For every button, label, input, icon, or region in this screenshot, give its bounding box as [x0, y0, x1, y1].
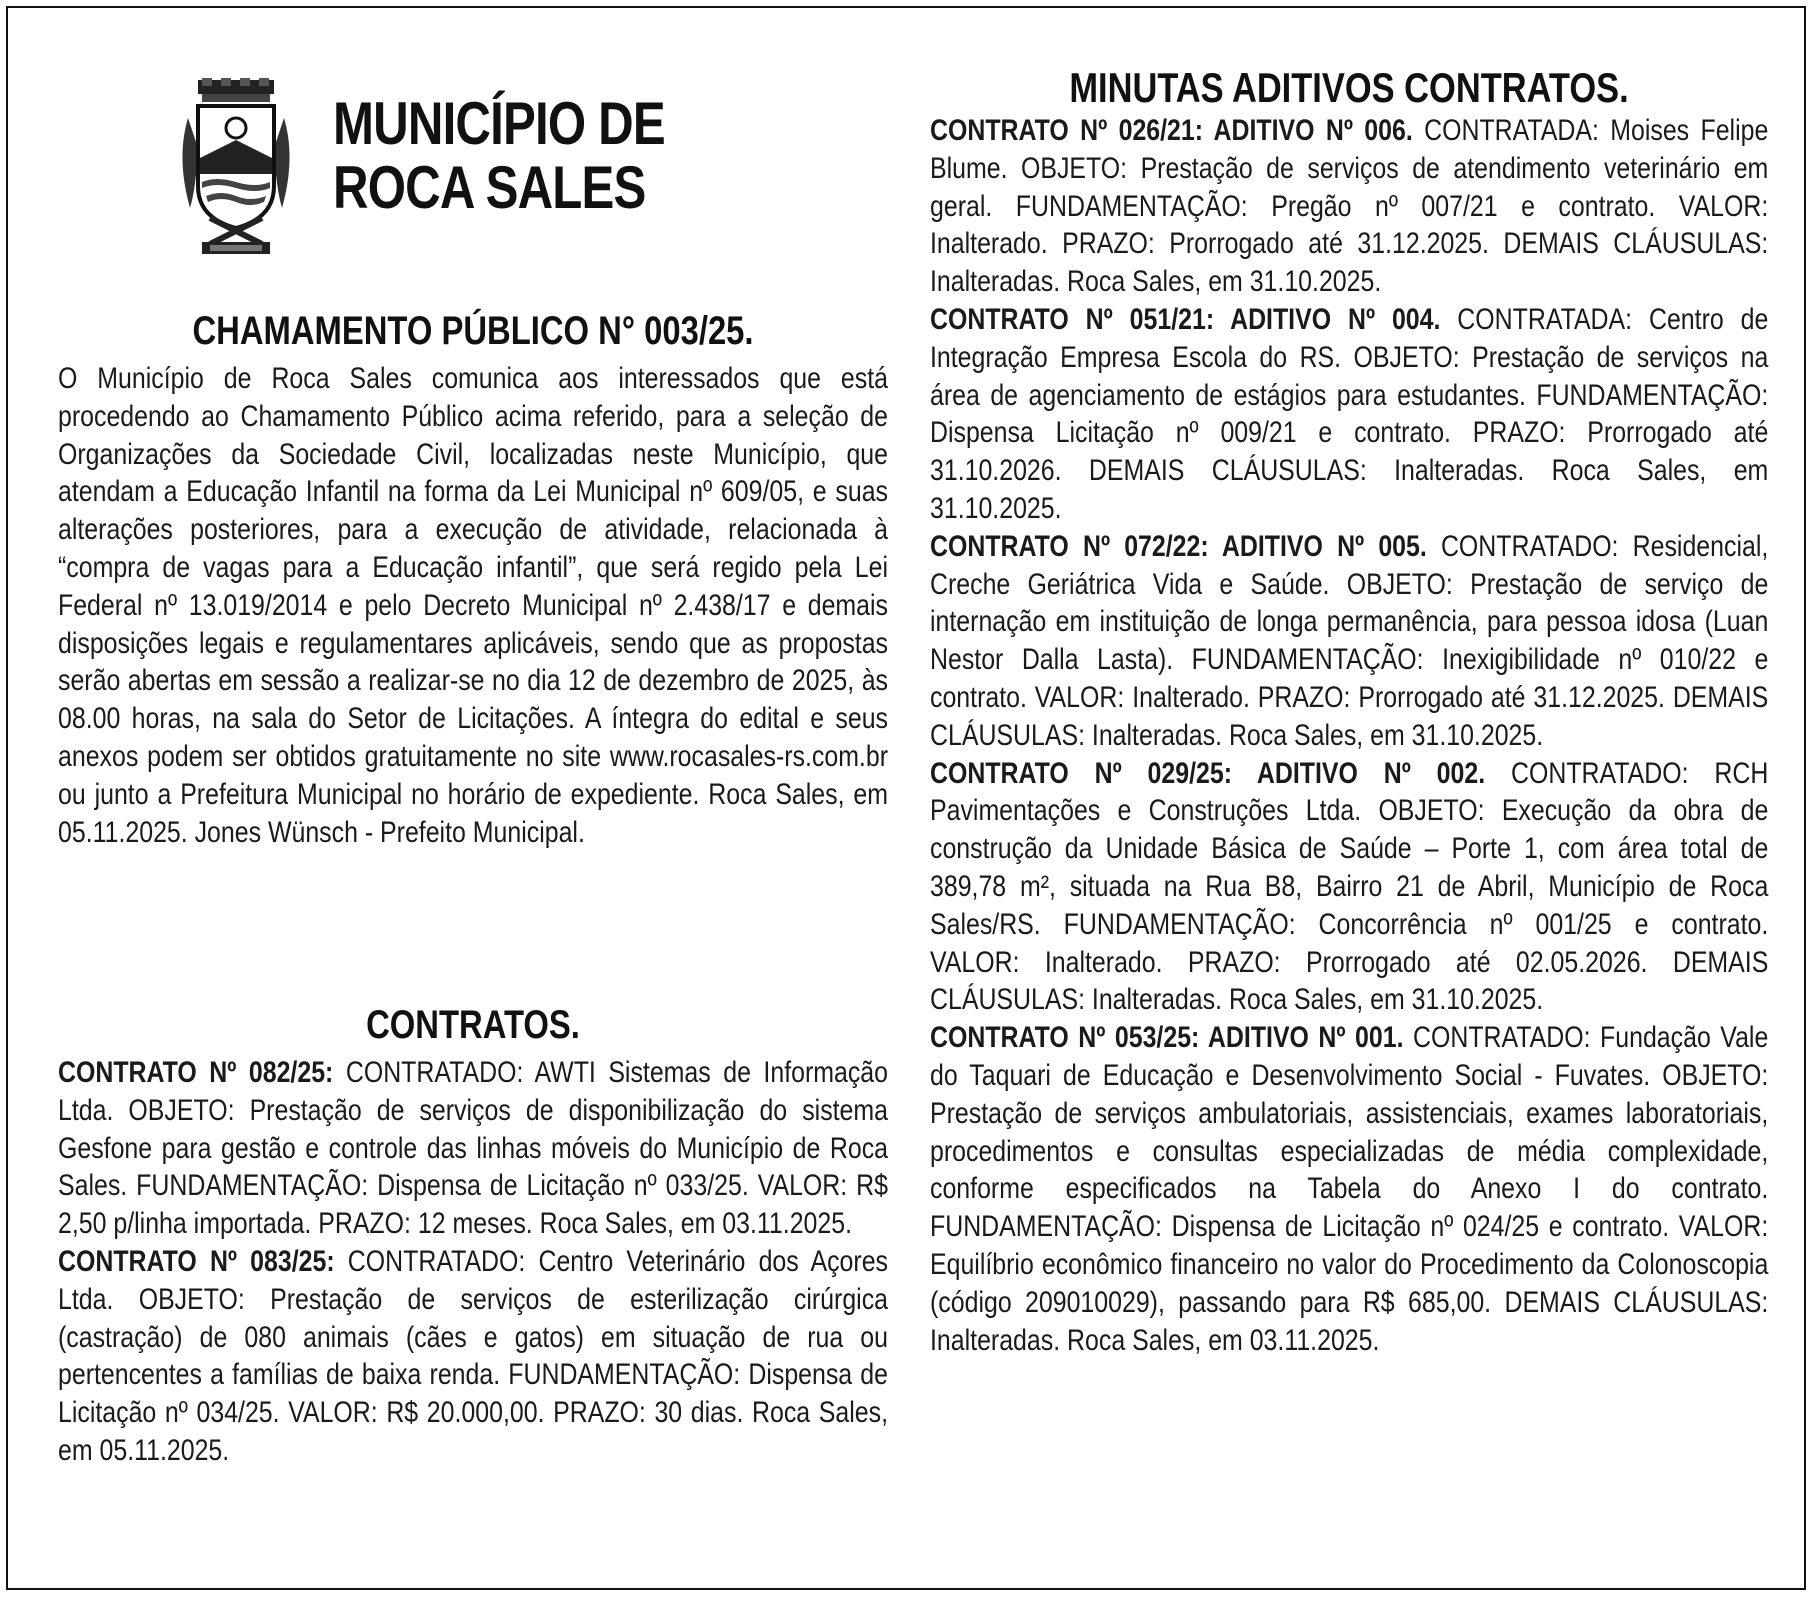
minutas-list: [930, 112, 1768, 1359]
contratos-list: [58, 1054, 888, 1470]
addendum-text: CONTRATADO: RCH Pavimentações e Construções Ltda. OBJETO: Execução da obra de construção da Unidade Básica de Saúde – Porte 1, com área total de 389,78 m², situada na Rua B8, Bairro 21 de Abril, Município de Roca Sales/RS. FUNDAMENTAÇÃO: Concorrência nº 001/25 e contrato. VALOR: Inalterado. PRAZO: Prorrogado até 02.05.2026. DEMAIS CLÁUSULAS: Inalteradas. Roca Sales, em 31.10.2025.: [930, 756, 1769, 1017]
chamamento-body: [58, 360, 1058, 851]
addendum-item: [930, 528, 1768, 755]
addendum-lead: CONTRATO Nº 051/21: ADITIVO Nº 004.: [930, 302, 1441, 336]
addendum-lead: CONTRATO Nº 026/21: ADITIVO Nº 006.: [930, 114, 1413, 147]
addendum-item: [930, 1019, 1768, 1359]
addendum-lead: CONTRATO Nº 053/25: ADITIVO Nº 001.: [930, 1021, 1404, 1055]
contract-item: [58, 1054, 888, 1243]
contratos-title: CONTRATOS.: [366, 1003, 580, 1047]
municipality-title-line1: MUNICÍPIO DE: [333, 90, 665, 157]
contract-text: CONTRATADO: Centro Veterinário dos Açores Ltda. OBJETO: Prestação de serviços de esterilização cirúrgica (castração) de 080 animais (cães e gatos) em situação de rua ou pertencentes a famílias de baixa renda. FUNDAMENTAÇÃO: Dispensa de Licitação nº 034/25. VALOR: R$ 20.000,00. PRAZO: 30 dias. Roca Sales, em 05.11.2025.: [58, 1244, 888, 1467]
municipality-header: [128, 78, 848, 268]
addendum-item: [930, 112, 1768, 301]
contratos-body: [58, 1054, 1058, 1470]
chamamento-title: CHAMAMENTO PÚBLICO N° 003/25.: [192, 309, 754, 353]
contract-text: CONTRATADO: AWTI Sistemas de Informação Ltda. OBJETO: Prestação de serviços de disponibilização do sistema Gesfone para gestão e controle das linhas móveis do Município de Roca Sales. FUNDAMENTAÇÃO: Dispensa de Licitação nº 033/25. VALOR: R$ 2,50 p/linha importada. PRAZO: 12 meses. Roca Sales, em 03.11.2025.: [58, 1056, 888, 1241]
municipality-title-line2: ROCA SALES: [333, 154, 646, 221]
contract-lead: CONTRATO Nº 083/25:: [58, 1244, 335, 1278]
municipality-title: [333, 92, 665, 220]
addendum-lead: CONTRATO Nº 072/22: ADITIVO Nº 005.: [930, 529, 1427, 563]
contract-lead: CONTRATO Nº 082/25:: [58, 1056, 334, 1089]
addendum-text: CONTRATADO: Fundação Vale do Taquari de Educação e Desenvolvimento Social - Fuvates. OBJETO: Prestação de serviços ambulatoriais, assistenciais, exames laboratoriais, procedimentos e consultas especializadas de média complexidade, conforme especificados na Tabela do Anexo I do contrato. FUNDAMENTAÇÃO: Dispensa de Licitação nº 024/25 e contrato. VALOR: Equilíbrio econômico financeiro no valor do Procedimento da Colonoscopia (código 209010029), passando para R$ 685,00. DEMAIS CLÁUSULAS: Inalteradas. Roca Sales, em 03.11.2025.: [930, 1021, 1769, 1357]
notice-page: [6, 6, 1806, 1590]
addendum-text: CONTRATADO: Residencial, Creche Geriátrica Vida e Saúde. OBJETO: Prestação de serviço de internação em instituição de longa permanência, para pessoa idosa (Luan Nestor Dalla Lasta). FUNDAMENTAÇÃO: Inexigibilidade nº 010/22 e contrato. VALOR: Inalterado. PRAZO: Prorrogado até 31.12.2025. DEMAIS CLÁUSULAS: Inalteradas. Roca Sales, em 31.10.2025.: [930, 529, 1769, 752]
contract-item: [58, 1243, 888, 1470]
addendum-text: CONTRATADA: Centro de Integração Empresa Escola do RS. OBJETO: Prestação de serviços na área de agenciamento de estágios para estudantes. FUNDAMENTAÇÃO: Dispensa Licitação nº 009/21 e contrato. PRAZO: Prorrogado até 31.10.2026. DEMAIS CLÁUSULAS: Inalteradas. Roca Sales, em 31.10.2025.: [930, 302, 1769, 525]
addendum-item: [930, 301, 1768, 528]
addendum-lead: CONTRATO Nº 029/25: ADITIVO Nº 002.: [930, 756, 1486, 790]
minutas-title: MINUTAS ADITIVOS CONTRATOS.: [1069, 64, 1629, 111]
chamamento-text: O Município de Roca Sales comunica aos interessados que está procedendo ao Chamamento Público acima referido, para a seleção de Organizações da Sociedade Civil, localizadas neste Município, que atendam a Educação Infantil na forma da Lei Municipal nº 609/05, e suas alterações posteriores, para a execução de atividade, relacionada à “compra de vagas para a Educação infantil”, que será regido pela Lei Federal nº 13.019/2014 e pelo Decreto Municipal nº 2.438/17 e demais disposições legais e regulamentares aplicáveis, sendo que as propostas serão abertas em sessão a realizar-se no dia 12 de dezembro de 2025, às 08.00 horas, na sala do Setor de Licitações. A íntegra do edital e seus anexos podem ser obtidos gratuitamente no site www.rocasales-rs.com.br ou junto a Prefeitura Municipal no horário de expediente. Roca Sales, em 05.11.2025. Jones Wünsch - Prefeito Municipal.: [58, 362, 888, 849]
addendum-item: [930, 755, 1768, 1020]
minutas-body: [930, 112, 1819, 1359]
addendum-text: CONTRATADA: Moises Felipe Blume. OBJETO: Prestação de serviços de atendimento veterinário em geral. FUNDAMENTAÇÃO: Pregão nº 007/21 e contrato. VALOR: Inalterado. PRAZO: Prorrogado até 31.12.2025. DEMAIS CLÁUSULAS: Inalteradas. Roca Sales, em 31.10.2025.: [930, 114, 1769, 299]
coat-of-arms-icon: [176, 78, 296, 258]
